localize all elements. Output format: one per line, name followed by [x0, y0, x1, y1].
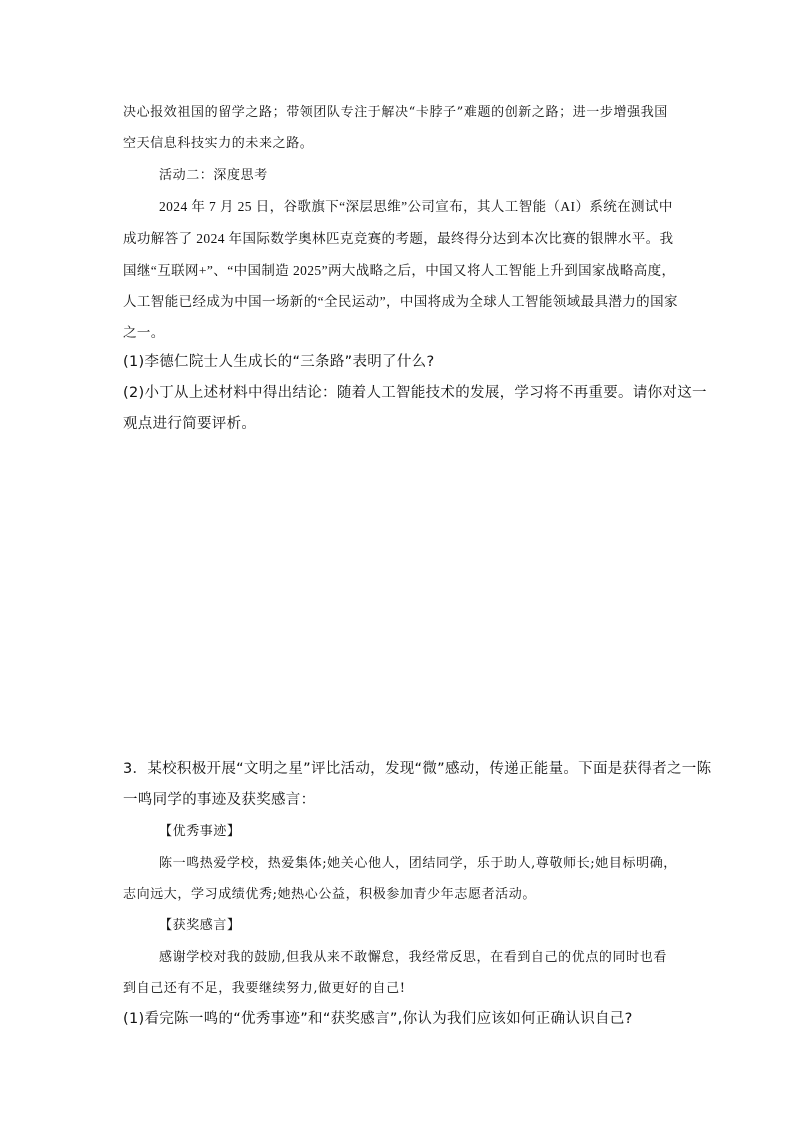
q3-speech-line-1: 感谢学校对我的鼓励,但我从来不敢懈怠，我经常反思，在看到自己的优点的同时也看 — [159, 950, 667, 965]
q3-sub1: (1)看完陈一鸣的“优秀事迹”和“获奖感言”,你认为我们应该如何正确认识自己? — [123, 1011, 633, 1027]
q3-intro-line-1: 3．某校积极开展“文明之星”评比活动，发现“微”感动，传递正能量。下面是获得者之一陈 — [123, 761, 712, 777]
material-line-2: 空天信息科技实力的未来之路。 — [123, 136, 314, 151]
activity2-para-line-4: 人工智能已经成为中国一场新的“全民运动”，中国将成为全球人工智能领域最具潜力的国家 — [123, 294, 678, 309]
q2-sub1: (1)李德仁院士人生成长的“三条路”表明了什么? — [123, 354, 435, 370]
activity2-para-line-3: 国继“互联网+”、“中国制造 2025”两大战略之后，中国又将人工智能上升到国家战略高度， — [123, 263, 676, 278]
activity2-para-line-5: 之一。 — [123, 325, 165, 340]
q3-speech-heading: 【获奖感言】 — [159, 918, 241, 933]
activity2-para-line-2: 成功解答了 2024 年国际数学奥林匹克竞赛的考题，最终得分达到本次比赛的银牌水平。我 — [123, 231, 674, 246]
activity2-heading: 活动二：深度思考 — [159, 168, 268, 183]
q3-speech-line-2: 到自己还有不足，我要继续努力,做更好的自己! — [123, 981, 406, 996]
q3-deeds-line-2: 志向远大，学习成绩优秀;她热心公益，积极参加青少年志愿者活动。 — [123, 887, 536, 902]
q3-deeds-heading: 【优秀事迹】 — [159, 824, 241, 839]
q2-sub2-line-1: (2)小丁从上述材料中得出结论：随着人工智能技术的发展，学习将不再重要。请你对这一 — [123, 385, 707, 401]
activity2-para-line-1: 2024 年 7 月 25 日，谷歌旗下“深层思维”公司宣布，其人工智能（AI）系统在测试中 — [159, 199, 673, 214]
q3-intro-line-2: 一鸣同学的事迹及获奖感言： — [123, 792, 316, 808]
q3-deeds-line-1: 陈一鸣热爱学校，热爱集体;她关心他人，团结同学，乐于助人,尊敬师长;她目标明确， — [159, 856, 677, 871]
q2-sub2-line-2: 观点进行简要评析。 — [123, 416, 257, 432]
material-line-1: 决心报效祖国的留学之路；带领团队专注于解决“卡脖子”难题的创新之路；进一步增强我国 — [123, 105, 668, 120]
